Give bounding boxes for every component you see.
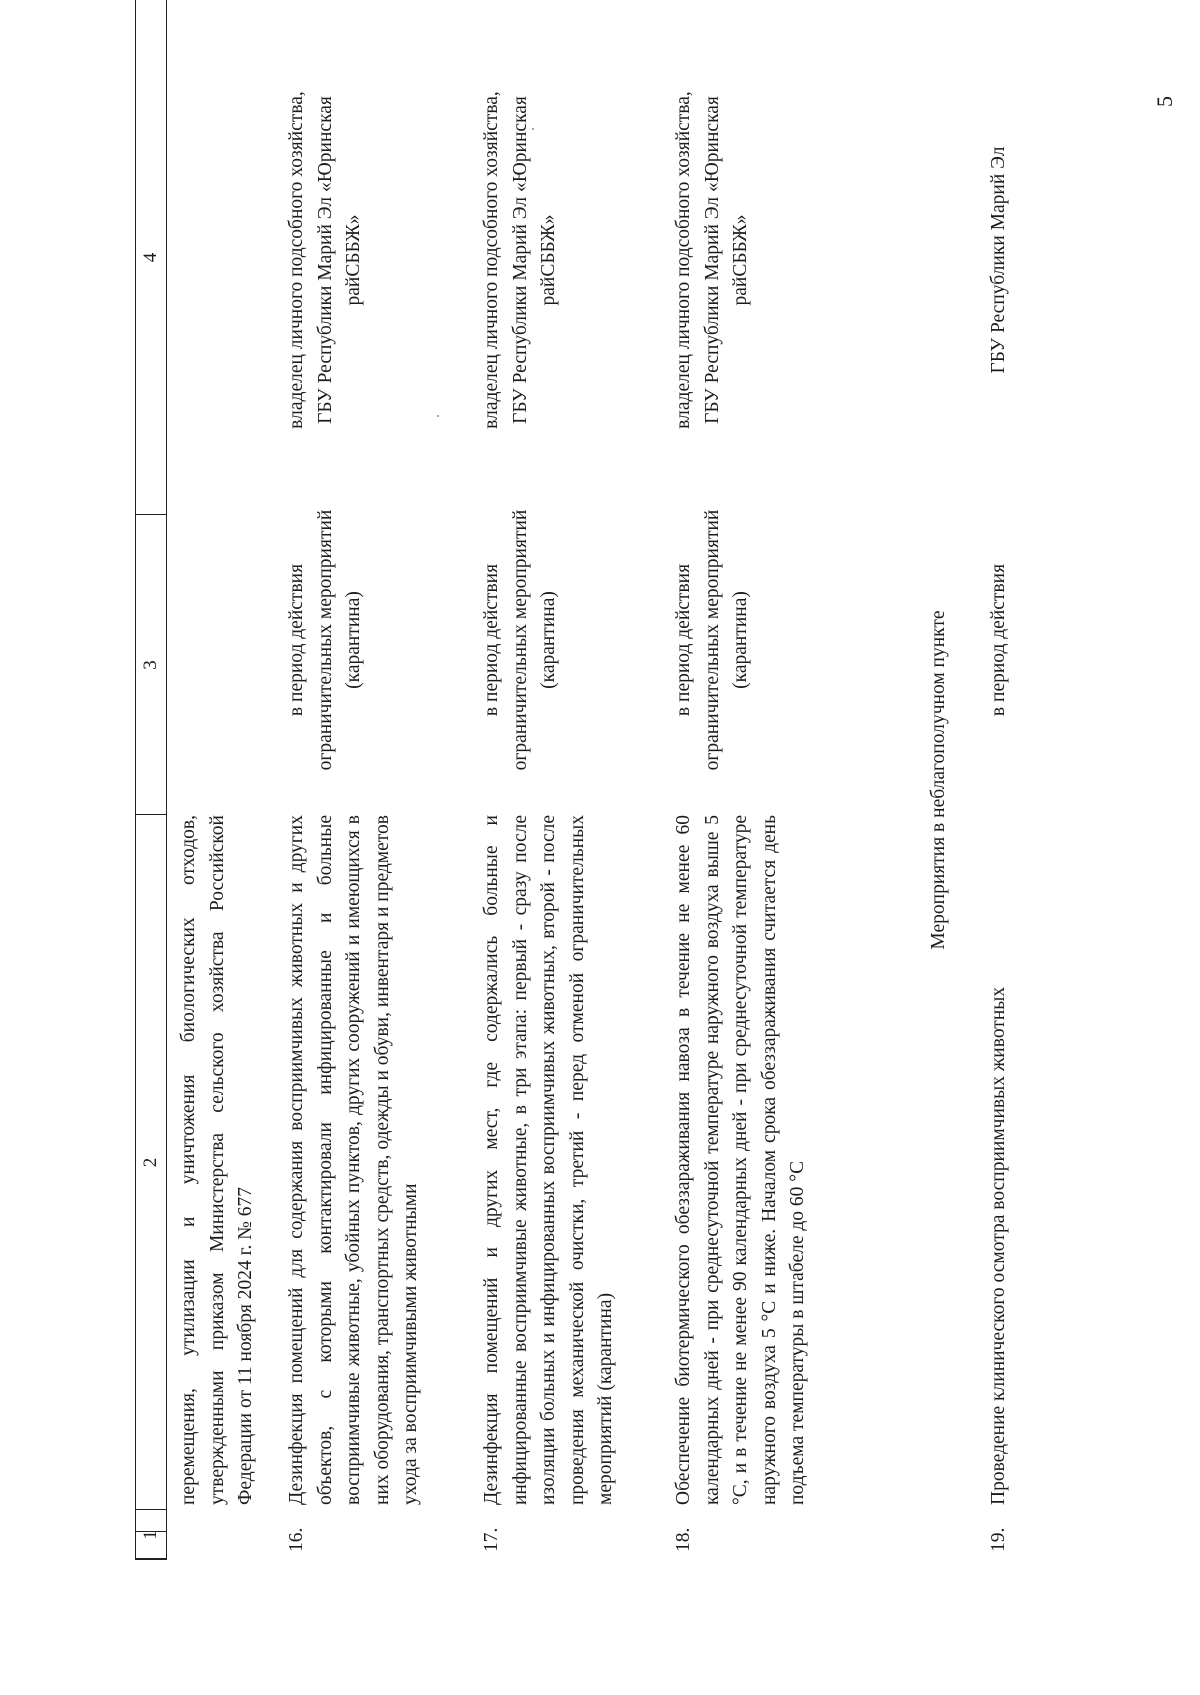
- row-responsible: [670, 60, 756, 460]
- row-description: Дезинфекция помещений и других мест, где содержались больные и инфицированные восприимчивые животные, в три этапа: первый - сразу после изоляции больных и инфицированных восприимчивых животных, второй - после проведения механической очистки, третий - перед отменой ограничительных мероприятий (карантина): [481, 815, 616, 1505]
- column-header-1: 1: [140, 1530, 161, 1540]
- column-header-4: 4: [140, 252, 161, 263]
- row-responsible: [478, 60, 564, 460]
- page-number: 5: [1152, 96, 1177, 107]
- table-header-row: [135, 0, 167, 1560]
- responsible-line: ГБУ Республики Марий Эл «Юринская райСББЖ»: [314, 96, 364, 424]
- row-number: 16.: [286, 1527, 307, 1552]
- row-period: в период действия: [988, 563, 1009, 717]
- rotated-table: [135, 0, 1195, 1560]
- row-number: 19.: [988, 1527, 1009, 1552]
- responsible-line: владелец личного подсобного хозяйства,: [286, 91, 307, 429]
- responsible-line: владелец личного подсобного хозяйства,: [673, 91, 694, 429]
- row-responsible: ГБУ Республики Марий Эл: [988, 146, 1009, 374]
- row-description: Дезинфекция помещений для содержания восприимчивых животных и других объектов, с которыми контактировали инфицированные и больные восприимчивые животные, убойных пунктов, других сооружений и имеющихся в них оборудования, транспортных средств, одежды и обуви, инвентаря и предметов ухода за восприимчивыми животными: [286, 815, 421, 1505]
- row-number: 18.: [673, 1527, 694, 1552]
- row-period: в период действия ограничительных мероприятий (карантина): [286, 509, 364, 771]
- responsible-line: владелец личного подсобного хозяйства,: [481, 91, 502, 429]
- section-title: Мероприятия в неблагополучном пункте: [928, 610, 949, 950]
- responsible-line: ГБУ Республики Марий Эл «Юринская райСББЖ»: [701, 96, 751, 424]
- column-header-3: 3: [140, 660, 161, 670]
- continuation-text: перемещения, утилизации и уничтожения биологических отходов, утвержденными приказом Министерства сельского хозяйства Российской Федерации от 11 ноября 2024 г. № 677: [178, 815, 256, 1505]
- row-description: Проведение клинического осмотра восприимчивых животных: [988, 986, 1009, 1505]
- row-period: в период действия ограничительных мероприятий (карантина): [481, 509, 559, 771]
- row-number: 17.: [481, 1527, 502, 1552]
- row-period: в период действия ограничительных мероприятий (карантина): [673, 509, 751, 771]
- responsible-line: ГБУ Республики Марий Эл «Юринская райСББЖ»: [509, 96, 559, 424]
- column-header-2: 2: [140, 1157, 161, 1168]
- row-description: Обеспечение биотермического обеззараживания навоза в течение не менее 60 календарных дней - при среднесуточной температуре наружного воздуха выше 5 °С, и в течение не менее 90 календарных дней - при среднесуточной температуре наружного воздуха 5 °С и ниже. Началом срока обеззараживания считается день подъема температуры в штабеле до 60 °С: [673, 815, 808, 1505]
- row-responsible: [283, 60, 369, 460]
